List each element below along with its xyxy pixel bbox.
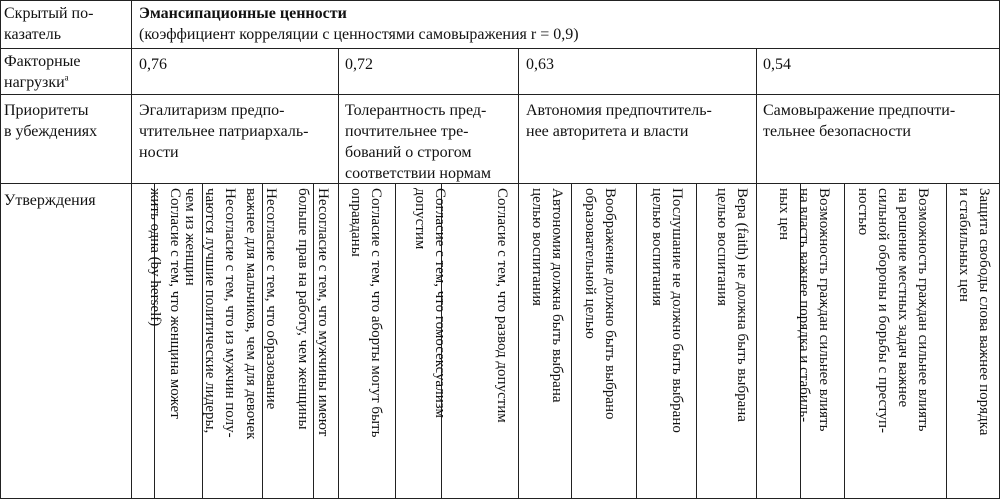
statement-item bbox=[408, 188, 450, 494]
text-line: соответствии нормам bbox=[345, 165, 491, 182]
text-line: больше прав на работу, чем женщины bbox=[295, 188, 311, 430]
text-line: на решение местных задач важнее bbox=[895, 188, 911, 408]
text-line: Согласие с тем, что женщина может bbox=[167, 188, 183, 419]
statement-divider bbox=[696, 183, 697, 499]
label-line: в убеждениях bbox=[4, 123, 98, 140]
loading-value: 0,54 bbox=[763, 56, 791, 73]
text-line: Несогласие с тем, что из мужчин полу- bbox=[222, 188, 238, 438]
label-line: казатель bbox=[4, 26, 62, 43]
text-line: нее авторитета и власти bbox=[526, 123, 689, 140]
text-line: оправданы bbox=[348, 188, 364, 257]
label-line: Приоритеты bbox=[4, 102, 89, 119]
text-line: и стабильных цен bbox=[956, 188, 972, 302]
statement-item bbox=[490, 188, 512, 494]
priority-egalitarianism bbox=[139, 100, 308, 163]
text-line: Защита свободы слова важнее порядка bbox=[976, 188, 992, 436]
table-border-top bbox=[0, 0, 1000, 1]
hidden-indicator-label bbox=[4, 3, 93, 45]
statement-divider bbox=[395, 183, 396, 499]
loading-value: 0,76 bbox=[139, 56, 167, 73]
footnote-marker: a bbox=[64, 72, 69, 83]
text-line: бований о строгом bbox=[345, 144, 472, 161]
statement-item bbox=[178, 188, 240, 494]
text-line: почтительнее тре- bbox=[345, 123, 469, 140]
text-line: Вера (faith) не должна быть выбрана bbox=[734, 188, 750, 422]
statement-item bbox=[645, 188, 687, 494]
priorities-label bbox=[4, 100, 97, 142]
value-title: Эмансипационные ценности bbox=[139, 5, 347, 22]
text-line: Возможность граждан сильнее влиять bbox=[816, 188, 832, 432]
statement-item bbox=[710, 188, 752, 494]
text-line: Возможность граждан сильнее влиять bbox=[915, 188, 931, 432]
text-line: чтительнее патриархаль- bbox=[139, 123, 309, 140]
priority-self-expression bbox=[763, 100, 955, 142]
text-line: Толерантность пред- bbox=[345, 102, 487, 119]
loading-value: 0,63 bbox=[526, 56, 554, 73]
factor-loadings-label bbox=[4, 51, 81, 93]
text-line: Согласие с тем, что гомосексуализм bbox=[432, 188, 448, 418]
loading-value: 0,72 bbox=[345, 56, 373, 73]
text-line: Эгалитаризм предпо- bbox=[139, 102, 285, 119]
text-line: целью воспитания bbox=[529, 188, 545, 306]
row-divider bbox=[0, 48, 1000, 49]
priority-autonomy bbox=[526, 100, 712, 142]
statement-item bbox=[525, 188, 567, 494]
statement-item bbox=[291, 188, 333, 494]
statement-item bbox=[578, 188, 620, 494]
text-line: чаются лучшие политические лидеры, bbox=[202, 188, 218, 434]
statement-item bbox=[952, 188, 994, 494]
label-column-divider bbox=[131, 0, 132, 499]
text-line: образовательной целью bbox=[582, 188, 598, 339]
text-line: Самовыражение предпочти- bbox=[763, 102, 956, 119]
value-note: (коэффициент корреляции с ценностями самовыражения r = 0,9) bbox=[139, 26, 579, 43]
statement-divider bbox=[844, 183, 845, 499]
text-line: важнее для мальчиков, чем для девочек bbox=[243, 188, 259, 440]
text-line: ности bbox=[139, 144, 179, 161]
row-divider bbox=[0, 183, 1000, 184]
text-line: жить одна (by herself) bbox=[147, 188, 163, 327]
text-line: сильной обороны и борьбы с преступ- bbox=[875, 188, 891, 434]
text-line: Автономия предпочтитель- bbox=[526, 102, 712, 119]
text-line: Послушание не должно быть выбрано bbox=[669, 188, 685, 433]
statement-item bbox=[772, 188, 834, 494]
row-divider bbox=[0, 94, 1000, 95]
text-line: Согласие с тем, что аборты могут быть bbox=[368, 188, 384, 438]
group-divider bbox=[518, 48, 519, 499]
statement-divider bbox=[946, 183, 947, 499]
priority-tolerance bbox=[345, 100, 491, 184]
text-line: целью воспитания bbox=[649, 188, 665, 306]
text-line: ностью bbox=[855, 188, 871, 236]
group-divider bbox=[756, 48, 757, 499]
text-line: Автономия должна быть выбрана bbox=[549, 188, 565, 403]
text-line: допустим bbox=[412, 188, 428, 250]
statement-divider bbox=[571, 183, 572, 499]
label-line: Скрытый по- bbox=[4, 5, 94, 22]
hidden-indicator-value bbox=[139, 3, 579, 45]
label-line: нагрузки bbox=[4, 74, 65, 91]
table-border-left bbox=[0, 0, 1, 499]
statement-item bbox=[344, 188, 386, 494]
text-line: ных цен bbox=[776, 188, 792, 241]
text-line: Несогласие с тем, что мужчины имеют bbox=[315, 188, 331, 437]
text-line: целью воспитания bbox=[714, 188, 730, 306]
text-line: Согласие с тем, что развод допустим bbox=[494, 188, 510, 423]
text-line: чем из женщин bbox=[182, 188, 198, 286]
label-line: Факторные bbox=[4, 53, 81, 70]
statement-divider bbox=[636, 183, 637, 499]
statements-label: Утверждения bbox=[4, 192, 96, 209]
text-line: Несогласие с тем, что образование bbox=[263, 188, 279, 410]
group-divider bbox=[338, 48, 339, 499]
statement-item bbox=[239, 188, 281, 494]
text-line: на власть важнее порядка и стабиль- bbox=[796, 188, 812, 423]
statement-item bbox=[851, 188, 933, 494]
text-line: тельнее безопасности bbox=[763, 123, 911, 140]
text-line: Воображение должно быть выбрано bbox=[602, 188, 618, 420]
